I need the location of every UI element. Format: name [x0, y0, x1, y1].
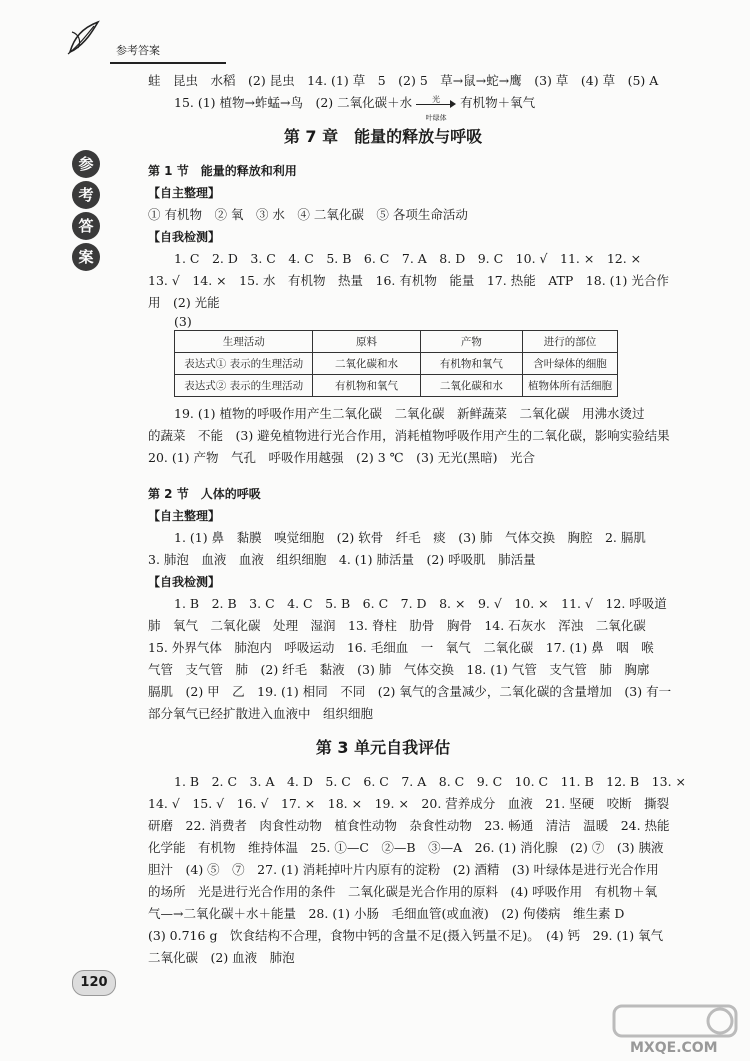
text-line: 19. (1) 植物的呼吸作用产生二氧化碳 二氧化碳 新鲜蔬菜 二氧化碳 用沸水烫过: [174, 406, 645, 421]
table-header-row: [175, 331, 618, 353]
self-test-label: 【自我检测】: [148, 230, 221, 244]
header-rule: [110, 62, 226, 64]
line-15-suffix: 有机物＋氧气: [460, 95, 536, 110]
arrow-condition-top: 光: [432, 94, 441, 104]
answer-content: [148, 70, 687, 969]
text-line: 1. C 2. D 3. C 4. C 5. B 6. C 7. A 8. D 9. C 10. √ 11. × 12. ×: [174, 251, 642, 266]
section-title: 第 2 节 人体的呼吸: [148, 487, 261, 501]
text-line: 1. B 2. C 3. A 4. D 5. C 6. C 7. A 8. C 9. C 10. C 11. B 12. B 13. ×: [174, 774, 687, 789]
leaf-logo-icon: [64, 18, 104, 58]
page-number: 120: [72, 970, 116, 996]
comparison-table: [174, 330, 618, 397]
table-cell: 表达式② 表示的生理活动: [175, 375, 313, 397]
side-tab-char: 考: [72, 181, 100, 209]
table-cell: 二氧化碳和水: [420, 375, 522, 397]
text-line: 1. B 2. B 3. C 4. C 5. B 6. C 7. D 8. × 9. √ 10. × 11. √ 12. 呼吸道: [174, 596, 667, 611]
text-line: 膈肌 (2) 甲 乙 19. (1) 相同 不同 (2) 氧气的含量减少，二氧化碳的含量增加 (3) 有一: [148, 684, 672, 699]
side-tab-char: 案: [72, 243, 100, 271]
text-line: 蛙 昆虫 水稻 (2) 昆虫 14. (1) 草 5 (2) 5 草→鼠→蛇→鹰 (3) 草 (4) 草 (5) A: [148, 73, 659, 88]
text-line: 化学能 有机物 维持体温 25. ①—C ②—B ③—A 26. (1) 消化腺 (2) ⑦ (3) 胰液: [148, 840, 664, 855]
table-row: [175, 375, 618, 397]
text-line: 部分氧气已经扩散进入血液中 组织细胞: [148, 706, 374, 721]
side-tab-char: 答: [72, 212, 100, 240]
unit-title: 第 3 单元自我评估: [315, 738, 451, 757]
table-cell: 二氧化碳和水: [313, 353, 420, 375]
line-15: [148, 92, 618, 122]
table-header-cell: 进行的部位: [523, 331, 618, 353]
arrow-condition-bottom: 叶绿体: [425, 113, 447, 122]
text-line: (3) 0.716 g 饮食结构不合理，食物中钙的含量不足(摄入钙量不足)。 (4) 钙 29. (1) 氧气: [148, 928, 664, 943]
header-title: 参考答案: [116, 44, 160, 57]
text-line: 13. √ 14. × 15. 水 有机物 热量 16. 有机物 能量 17. 热能 ATP 18. (1) 光合作: [148, 273, 669, 288]
text-line: (3): [174, 314, 192, 329]
table-header-cell: 产物: [420, 331, 522, 353]
text-line: 气管 支气管 肺 (2) 纤毛 黏液 (3) 肺 气体交换 18. (1) 气管 支气管 肺 胸廓: [148, 662, 650, 677]
table-cell: 植物体所有活细胞: [523, 375, 618, 397]
side-tab-char: 参: [72, 150, 100, 178]
text-line: 15. 外界气体 肺泡内 呼吸运动 16. 毛细血 一 氧气 二氧化碳 17. (1) 鼻 咽 喉: [148, 640, 654, 655]
text-line: 用 (2) 光能: [148, 295, 220, 310]
text-line: 14. √ 15. √ 16. √ 17. × 18. × 19. × 20. 营养成分 血液 21. 坚硬 咬断 撕裂: [148, 796, 670, 811]
text-line: 1. (1) 鼻 黏膜 嗅觉细胞 (2) 软骨 纤毛 痰 (3) 肺 气体交换 胸腔 2. 膈肌: [174, 530, 646, 545]
table-cell: 有机物和氧气: [420, 353, 522, 375]
text-line: ① 有机物 ② 氧 ③ 水 ④ 二氧化碳 ⑤ 各项生命活动: [148, 207, 468, 222]
chapter-title: 第 7 章 能量的释放与呼吸: [283, 127, 483, 146]
text-line: 肺 氧气 二氧化碳 处理 湿润 13. 脊柱 肋骨 胸骨 14. 石灰水 浑浊 二氧化碳: [148, 618, 646, 633]
table-cell: 有机物和氧气: [313, 375, 420, 397]
page-header: [60, 18, 180, 58]
text-line: 的场所 光是进行光合作用的条件 二氧化碳是光合作用的原料 (4) 呼吸作用 有机物＋氧: [148, 884, 658, 899]
side-tab: [72, 150, 102, 274]
reaction-arrow-icon: [416, 94, 456, 122]
text-line: 的蔬菜 不能 (3) 避免植物进行光合作用，消耗植物呼吸作用产生的二氧化碳，影响实验结果: [148, 428, 670, 443]
table-cell: 含叶绿体的细胞: [523, 353, 618, 375]
text-line: 气—→二氧化碳＋水＋能量 28. (1) 小肠 毛细血管(或血液) (2) 佝偻病 维生素 D: [148, 906, 625, 921]
text-line: 胆汁 (4) ⑤ ⑦ 27. (1) 消耗掉叶片内原有的淀粉 (2) 酒精 (3) 叶绿体是进行光合作用: [148, 862, 659, 877]
text-line: 3. 肺泡 血液 血液 组织细胞 4. (1) 肺活量 (2) 呼吸肌 肺活量: [148, 552, 536, 567]
line-15-prefix: 15. (1) 植物→蚱蜢→鸟 (2) 二氧化碳＋水: [174, 95, 413, 110]
self-org-label: 【自主整理】: [148, 186, 221, 200]
table-row: [175, 353, 618, 375]
text-line: 二氧化碳 (2) 血液 肺泡: [148, 950, 295, 965]
self-org-label: 【自主整理】: [148, 509, 221, 523]
text-line: 20. (1) 产物 气孔 呼吸作用越强 (2) 3 ℃ (3) 无光(黑暗) 光合: [148, 450, 536, 465]
table-header-cell: 原料: [313, 331, 420, 353]
table-header-cell: 生理活动: [175, 331, 313, 353]
self-test-label: 【自我检测】: [148, 575, 221, 589]
table-cell: 表达式① 表示的生理活动: [175, 353, 313, 375]
text-line: 研磨 22. 消费者 肉食性动物 植食性动物 杂食性动物 23. 畅通 清洁 温暖 24. 热能: [148, 818, 670, 833]
section-title: 第 1 节 能量的释放和利用: [148, 164, 297, 178]
watermark-text: MXQE.COM: [630, 1040, 718, 1056]
